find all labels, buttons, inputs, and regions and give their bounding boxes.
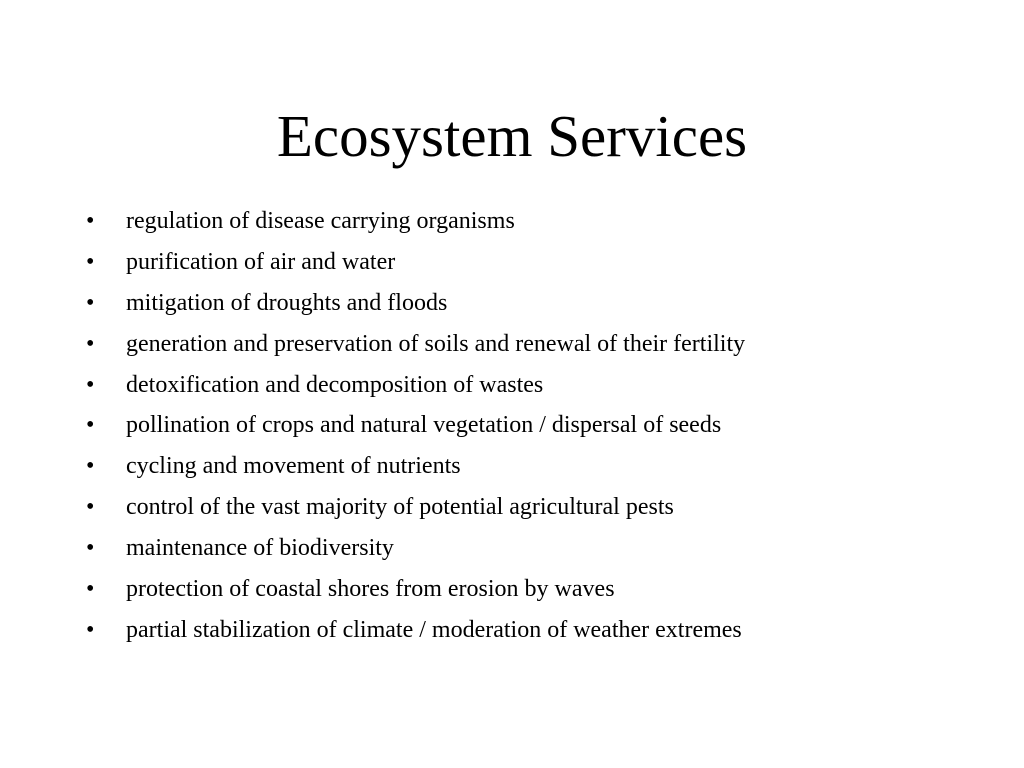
list-item-text: mitigation of droughts and floods: [126, 289, 448, 316]
list-item: [86, 405, 745, 446]
list-item-text: pollination of crops and natural vegetation / dispersal of seeds: [126, 412, 722, 439]
list-item: [86, 324, 745, 365]
list-item: [86, 569, 745, 610]
bullet-icon: •: [86, 371, 95, 398]
bullet-icon: •: [86, 453, 95, 480]
bullet-list: [86, 201, 745, 651]
list-item: [86, 446, 745, 487]
list-item-text: detoxification and decomposition of wastes: [126, 371, 544, 398]
list-item: [86, 528, 745, 569]
bullet-icon: •: [86, 494, 95, 521]
slide-title: Ecosystem Services: [276, 103, 748, 169]
bullet-icon: •: [86, 208, 95, 234]
list-item-text: partial stabilization of climate / moderation of weather extremes: [126, 616, 742, 643]
list-item: [86, 283, 745, 324]
bullet-icon: •: [86, 616, 95, 643]
list-item-text: cycling and movement of nutrients: [126, 453, 461, 480]
bullet-icon: •: [86, 289, 95, 316]
bullet-icon: •: [86, 412, 95, 439]
list-item: [86, 242, 745, 283]
list-item-text: control of the vast majority of potential agricultural pests: [126, 494, 674, 521]
list-item-text: purification of air and water: [126, 248, 396, 275]
list-item: [86, 610, 745, 651]
list-item-text: protection of coastal shores from erosion by waves: [126, 576, 615, 603]
list-item: [86, 365, 745, 406]
bullet-icon: •: [86, 248, 95, 275]
bullet-icon: •: [86, 576, 95, 603]
bullet-icon: •: [86, 330, 95, 357]
list-item-text: maintenance of biodiversity: [126, 535, 394, 562]
list-item: [86, 201, 745, 242]
list-item: [86, 487, 745, 528]
list-item-text: regulation of disease carrying organisms: [126, 208, 515, 234]
bullet-icon: •: [86, 535, 95, 562]
list-item-text: generation and preservation of soils and renewal of their fertility: [126, 330, 746, 357]
